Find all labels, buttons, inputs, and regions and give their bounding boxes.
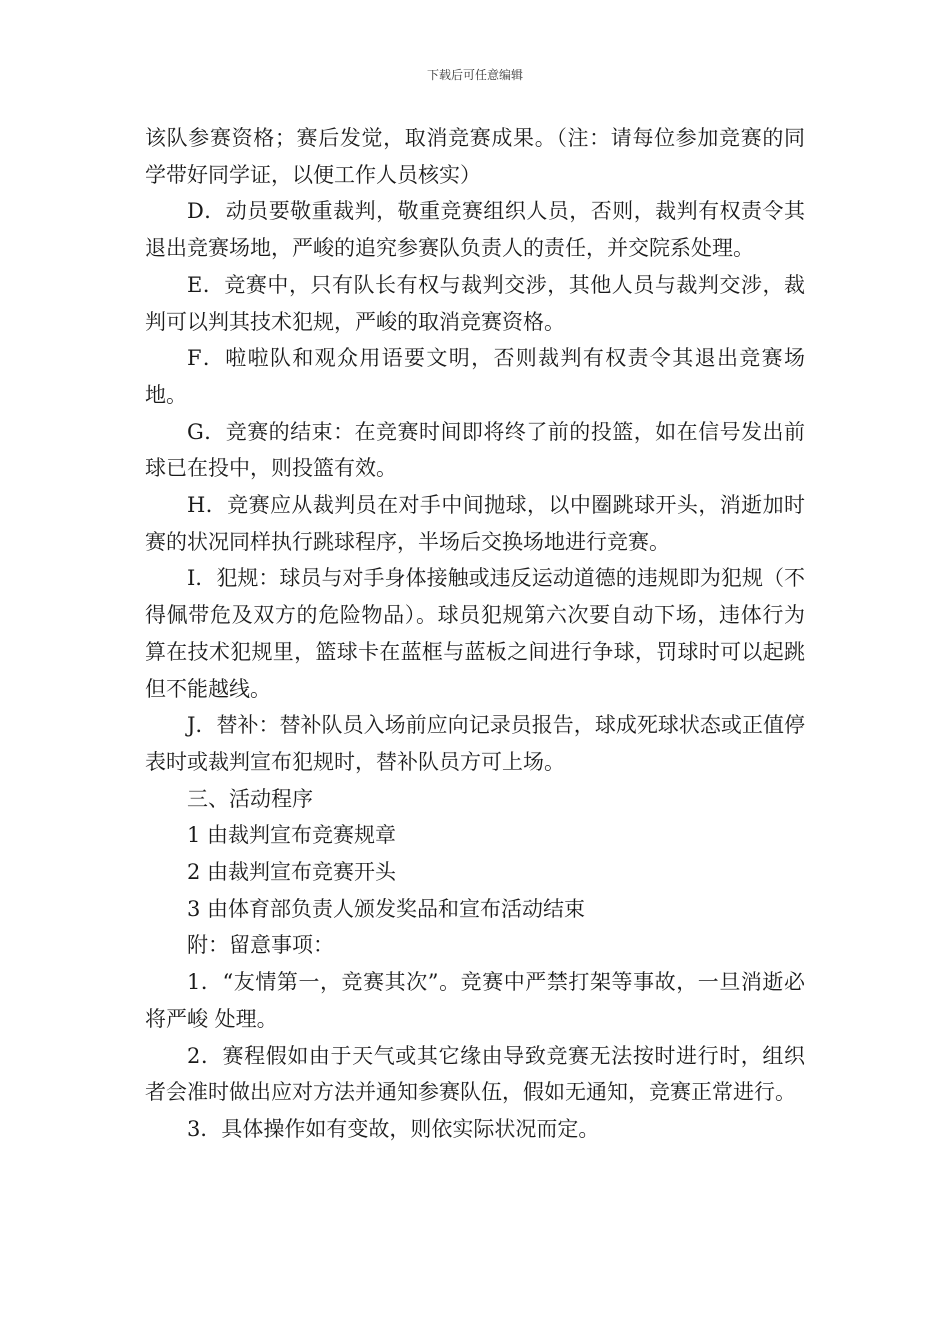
paragraph-rule-d: D．动员要敬重裁判，敬重竞赛组织人员，否则，裁判有权责令其退出竞赛场地，严峻的追究参赛队负责人的责任，并交院系处理。 xyxy=(145,199,805,261)
note-item-2: 2．赛程假如由于天气或其它缘由导致竞赛无法按时进行时，组织者会准时做出应对方法并通知参赛队伍，假如无通知，竞赛正常进行。 xyxy=(145,1043,805,1105)
paragraph-rule-i: I．犯规：球员与对手身体接触或违反运动道德的违规即为犯规（不得佩带危及双方的危险物品）。球员犯规第六次要自动下场，违体行为算在技术犯规里，篮球卡在蓝框与蓝板之间进行争球，罚球时可以起跳但不能越线。 xyxy=(145,566,805,701)
section-heading-program: 三、活动程序 xyxy=(187,786,313,811)
note-item-1: 1．“友情第一，竞赛其次”。竞赛中严禁打架等事故，一旦消逝必将严峻 处理。 xyxy=(145,970,805,1031)
paragraph-rule-f: F．啦啦队和观众用语要文明，否则裁判有权责令其退出竞赛场地。 xyxy=(145,346,805,407)
note-item-3: 3．具体操作如有变故，则依实际状况而定。 xyxy=(187,1116,600,1141)
notes-heading: 附：留意事项： xyxy=(187,933,334,958)
paragraph-rule-j: J．替补：替补队员入场前应向记录员报告，球成死球状态或正值停表时或裁判宣布犯规时，替补队员方可上场。 xyxy=(145,713,805,774)
program-step-3: 3 由体育部负责人颁发奖品和宣布活动结束 xyxy=(187,896,586,921)
paragraph-rule-e: E．竞赛中，只有队长有权与裁判交涉，其他人员与裁判交涉，裁判可以判其技术犯规，严峻的取消竞赛资格。 xyxy=(145,272,805,334)
page-header: 下载后可任意编辑 xyxy=(426,68,523,82)
paragraph-rule-h: H．竞赛应从裁判员在对手中间抛球，以中圈跳球开头，消逝加时赛的状况同样执行跳球程序，半场后交换场地进行竞赛。 xyxy=(145,493,805,554)
document-body xyxy=(145,120,805,1148)
program-step-2: 2 由裁判宣布竞赛开头 xyxy=(187,860,397,885)
paragraph-rule-g: G．竞赛的结束：在竞赛时间即将终了前的投篮，如在信号发出前球已在投中，则投篮有效。 xyxy=(145,419,805,481)
paragraph-continuation: 该队参赛资格；赛后发觉，取消竞赛成果。（注：请每位参加竞赛的同学带好同学证，以便工作人员核实） xyxy=(145,126,805,187)
program-step-1: 1 由裁判宣布竞赛规章 xyxy=(187,823,397,848)
